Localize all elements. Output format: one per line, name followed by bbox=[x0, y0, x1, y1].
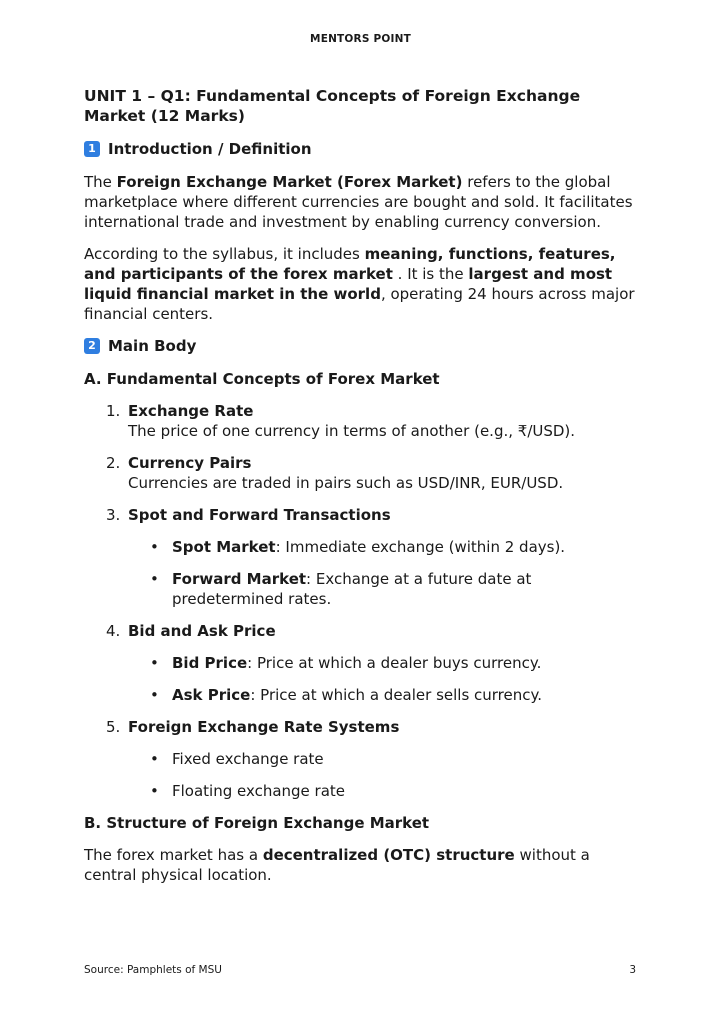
document-body bbox=[84, 86, 644, 897]
list-number: 1. bbox=[106, 402, 121, 420]
list-item bbox=[106, 621, 644, 705]
subheading-b: B. Structure of Foreign Exchange Market bbox=[84, 814, 430, 832]
bold-run: largest and most liquid financial market in the world bbox=[84, 265, 613, 303]
footer-source: Source: Pamphlets of MSU bbox=[84, 964, 222, 976]
list-item bbox=[106, 401, 644, 441]
bullet-icon: • bbox=[150, 570, 159, 588]
text-run: : Exchange at a future date at predetermined rates. bbox=[172, 570, 532, 608]
page-number: 3 bbox=[629, 964, 636, 976]
list-item bbox=[106, 453, 644, 493]
bold-run: Ask Price bbox=[172, 686, 251, 704]
intro-paragraph-1 bbox=[84, 172, 644, 232]
bold-run: meaning, functions, features, and participants of the forex market bbox=[84, 245, 616, 283]
subheading-a: A. Fundamental Concepts of Forex Market bbox=[84, 370, 440, 388]
text-run: Fixed exchange rate bbox=[172, 750, 324, 768]
bullet-icon: • bbox=[150, 750, 159, 768]
bold-run: Spot Market bbox=[172, 538, 276, 556]
bold-run: Bid Price bbox=[172, 654, 248, 672]
number-two-icon: 2 bbox=[84, 338, 100, 354]
bullet-item bbox=[150, 537, 644, 557]
bullet-icon: • bbox=[150, 686, 159, 704]
text-run: : Price at which a dealer sells currency. bbox=[250, 686, 543, 704]
bold-run: Foreign Exchange Market (Forex Market) bbox=[116, 173, 463, 191]
structure-paragraph bbox=[84, 845, 644, 885]
bullet-item bbox=[150, 685, 644, 705]
list-item bbox=[106, 717, 644, 801]
list-number: 4. bbox=[106, 622, 121, 640]
text-run: The forex market has a bbox=[84, 846, 263, 864]
bold-run: Forward Market bbox=[172, 570, 307, 588]
text-run: without a central physical location. bbox=[84, 846, 590, 884]
number-one-icon: 1 bbox=[84, 141, 100, 157]
item-title: Spot and Forward Transactions bbox=[128, 506, 391, 524]
bold-run: decentralized (OTC) structure bbox=[262, 846, 515, 864]
section-heading-label: Main Body bbox=[108, 337, 197, 355]
section-heading-main-body bbox=[84, 336, 644, 356]
bullet-icon: • bbox=[150, 654, 159, 672]
bullet-list bbox=[150, 749, 644, 801]
bullet-item bbox=[150, 569, 644, 609]
bullet-icon: • bbox=[150, 538, 159, 556]
bullet-list bbox=[150, 537, 644, 609]
text-run: According to the syllabus, it includes bbox=[84, 245, 365, 263]
concepts-list bbox=[106, 401, 644, 801]
item-title: Currency Pairs bbox=[128, 454, 252, 472]
bullet-icon: • bbox=[150, 782, 159, 800]
document-title: UNIT 1 – Q1: Fundamental Concepts of Foreign Exchange Market (12 Marks) bbox=[84, 87, 581, 125]
text-run: The bbox=[84, 173, 117, 191]
item-title: Exchange Rate bbox=[128, 402, 254, 420]
text-run: refers to the global marketplace where different currencies are bought and sold. It facilitates international trade and investment by enabling currency conversion. bbox=[84, 173, 633, 231]
text-run: : Price at which a dealer buys currency. bbox=[247, 654, 542, 672]
text-run: . It is the bbox=[392, 265, 469, 283]
intro-paragraph-2 bbox=[84, 244, 644, 324]
page-header: MENTORS POINT bbox=[310, 33, 411, 45]
item-description: The price of one currency in terms of another (e.g., ₹/USD). bbox=[128, 422, 576, 440]
list-number: 3. bbox=[106, 506, 121, 524]
text-run: Floating exchange rate bbox=[172, 782, 346, 800]
bullet-item bbox=[150, 781, 644, 801]
list-number: 5. bbox=[106, 718, 121, 736]
item-title: Bid and Ask Price bbox=[128, 622, 276, 640]
list-number: 2. bbox=[106, 454, 121, 472]
bullet-item bbox=[150, 749, 644, 769]
list-item bbox=[106, 505, 644, 609]
item-description: Currencies are traded in pairs such as USD/INR, EUR/USD. bbox=[128, 474, 564, 492]
section-heading-label: Introduction / Definition bbox=[108, 140, 312, 158]
section-heading-intro bbox=[84, 139, 644, 159]
bullet-item bbox=[150, 653, 644, 673]
text-run: : Immediate exchange (within 2 days). bbox=[275, 538, 566, 556]
bullet-list bbox=[150, 653, 644, 705]
text-run: , operating 24 hours across major financial centers. bbox=[84, 285, 635, 323]
item-title: Foreign Exchange Rate Systems bbox=[128, 718, 400, 736]
